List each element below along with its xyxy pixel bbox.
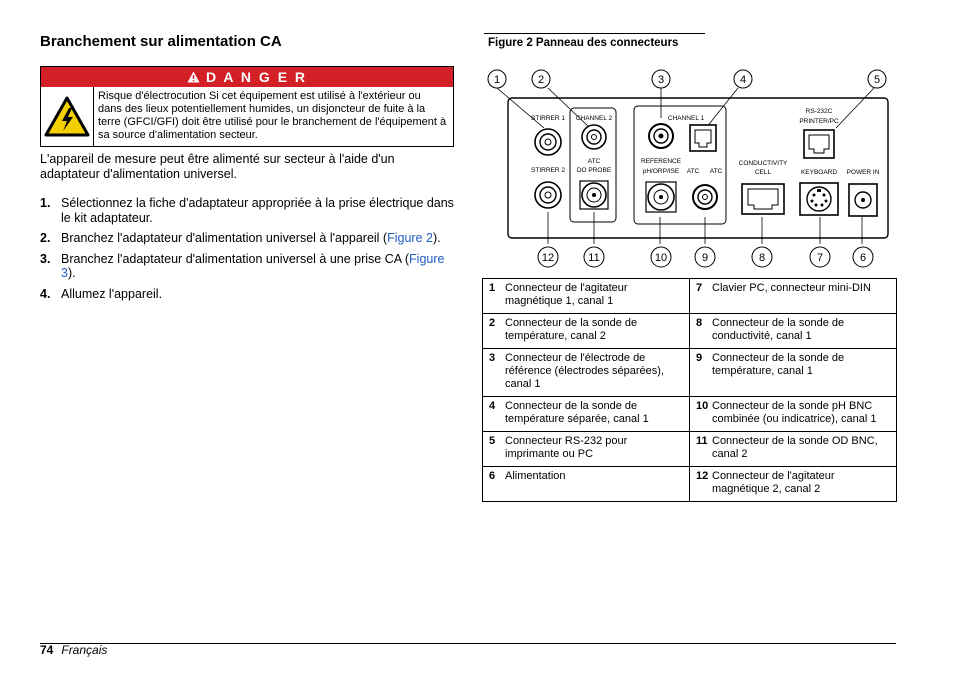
step-number: 1. [40,196,51,210]
label-cell: CELL [754,169,772,176]
label-power-in: POWER IN [846,169,880,176]
section-title: Branchement sur alimentation CA [40,33,282,50]
step-text: Branchez l'adaptateur d'alimentation universel à l'appareil ( [61,231,388,245]
legend-cell [483,467,690,502]
legend-cell [483,432,690,467]
reference-connector [649,124,673,148]
legend-number: 8 [696,317,703,329]
legend-number: 6 [489,470,496,482]
step-text: Sélectionnez la fiche d'adaptateur appropriée à la prise électrique dans le kit adaptateur. [61,196,454,225]
callout-9 [695,247,715,267]
legend-row [483,314,897,349]
legend-number: 11 [696,435,708,447]
legend-number: 10 [696,400,709,412]
legend-text: Connecteur de la sonde de température, canal 1 [712,352,845,377]
legend-text: Connecteur de l'électrode de référence (électrodes séparées), canal 1 [505,352,664,390]
legend-text: Connecteur de l'agitateur magnétique 2, canal 2 [712,470,835,495]
callout-4 [734,70,752,88]
svg-text:6: 6 [859,252,867,264]
step-text: Allumez l'appareil. [61,286,163,301]
callout-12 [538,247,558,267]
legend-number: 12 [696,470,709,482]
atc-ch2-connector [582,125,606,149]
label-atc2: ATC [709,168,723,175]
figure-rule [484,33,705,34]
legend-table [482,278,897,502]
rs232-connector [804,130,834,158]
step-text: Branchez l'adaptateur d'alimentation universel à une prise CA ( [61,251,410,266]
legend-number: 1 [489,282,496,294]
page-footer [40,643,107,657]
legend-number: 5 [489,435,496,447]
svg-text:7: 7 [816,252,824,264]
stirrer2-connector [535,182,561,208]
step-number: 4. [40,286,51,301]
keyboard-mini-din-connector [800,183,838,215]
legend-cell [483,397,690,432]
legend-cell [483,349,690,397]
legend-cell [690,349,897,397]
svg-text:5: 5 [873,74,881,86]
callout-5 [868,70,886,88]
legend-number: 7 [696,282,703,294]
channel1-rj-connector [690,125,716,151]
danger-label: D A N G E R [205,69,308,85]
legend-number: 2 [489,317,496,329]
legend-cell [483,279,690,314]
svg-text:8: 8 [758,252,766,264]
label-stirrer1: STIRRER 1 [531,115,565,122]
legend-text: Connecteur de la sonde de conductivité, canal 1 [712,317,845,342]
label-reference: REFERENCE [640,158,682,165]
intro-paragraph: L'appareil de mesure peut être alimenté sur secteur à l'aide d'un adaptateur d'alimentation universel. [40,152,395,181]
legend-row [483,432,897,467]
page-number: 74 [40,643,54,657]
steps-list [40,196,454,307]
figure-caption: Figure 2 Panneau des connecteurs [488,37,679,49]
legend-cell [690,432,897,467]
svg-text:2: 2 [537,74,545,86]
danger-box [40,66,454,147]
ph-bnc-connector [646,182,676,212]
callout-11 [584,247,604,267]
danger-header [41,67,453,87]
svg-text:11: 11 [588,252,600,264]
legend-text: Clavier PC, connecteur mini-DIN [712,282,871,294]
callout-3 [652,70,670,88]
label-channel2: CHANNEL 2 [575,115,613,122]
figure-3-link[interactable]: Figure 3 [61,251,445,280]
svg-text:1: 1 [493,74,501,86]
callout-1 [488,70,506,88]
callout-7 [810,247,830,267]
label-conductivity: CONDUCTIVITY [738,160,788,167]
danger-text: Risque d'électrocution Si cet équipement est utilisé à l'extérieur ou dans des lieux potentiellement humides, un disjoncteur de fuite à la terre (GFCI/GFI) doit être utilisé pour le branchement de l'équipement à sa source d'alimentation secteur. [98,90,447,141]
legend-number: 4 [489,400,496,412]
label-keyboard: KEYBOARD [800,169,838,176]
label-atc1: ATC [686,168,700,175]
legend-number: 3 [489,352,496,364]
legend-text: Connecteur de la sonde de température séparée, canal 1 [505,400,649,425]
label-rs232: RS-232C [805,108,833,115]
step-text-end: ). [67,266,76,280]
step-item [40,287,454,302]
legend-row [483,397,897,432]
footer-rule [40,643,896,644]
label-atc-ch2: ATC [587,158,601,165]
connector-panel-diagram [484,62,896,272]
callout-2 [532,70,550,88]
legend-cell [690,314,897,349]
figure-2-link[interactable]: Figure 2 [387,231,433,245]
step-text-end: ). [432,231,441,245]
label-channel1: CHANNEL 1 [667,115,705,122]
label-ph: pH/ORP/ISE [642,168,680,175]
step-number: 3. [40,251,51,266]
do-bnc-connector [580,181,608,209]
legend-cell [483,314,690,349]
stirrer1-connector [535,129,561,155]
legend-cell [690,279,897,314]
svg-text:3: 3 [657,74,665,86]
svg-text:9: 9 [701,252,709,264]
step-item [40,252,454,281]
legend-row [483,467,897,502]
legend-number: 9 [696,352,703,364]
legend-text: Connecteur de l'agitateur magnétique 1, canal 1 [505,282,628,307]
power-in-connector [849,184,877,216]
label-stirrer2: STIRRER 2 [531,167,565,174]
footer-language: Français [61,643,108,657]
step-item [40,231,454,246]
conductivity-connector [742,184,784,214]
atc-ch1-connector [693,185,717,209]
warning-triangle-icon [187,68,200,88]
label-printer: PRINTER/PC [799,118,839,125]
legend-text: Alimentation [505,470,566,482]
legend-cell [690,397,897,432]
legend-text: Connecteur de la sonde OD BNC, canal 2 [712,435,878,460]
callout-8 [752,247,772,267]
callout-6 [853,247,873,267]
legend-cell [690,467,897,502]
svg-text:4: 4 [739,74,747,86]
label-do-probe: DO PROBE [576,167,612,174]
svg-text:10: 10 [654,252,668,264]
electrical-hazard-icon [41,87,94,146]
callout-10 [651,247,671,267]
svg-text:12: 12 [541,252,555,264]
legend-text: Connecteur de la sonde de température, canal 2 [505,317,638,342]
legend-row [483,349,897,397]
legend-row [483,279,897,314]
legend-text: Connecteur RS-232 pour imprimante ou PC [505,435,628,460]
step-item [40,196,454,225]
step-number: 2. [40,231,51,245]
legend-text: Connecteur de la sonde pH BNC combinée (ou indicatrice), canal 1 [712,400,877,425]
